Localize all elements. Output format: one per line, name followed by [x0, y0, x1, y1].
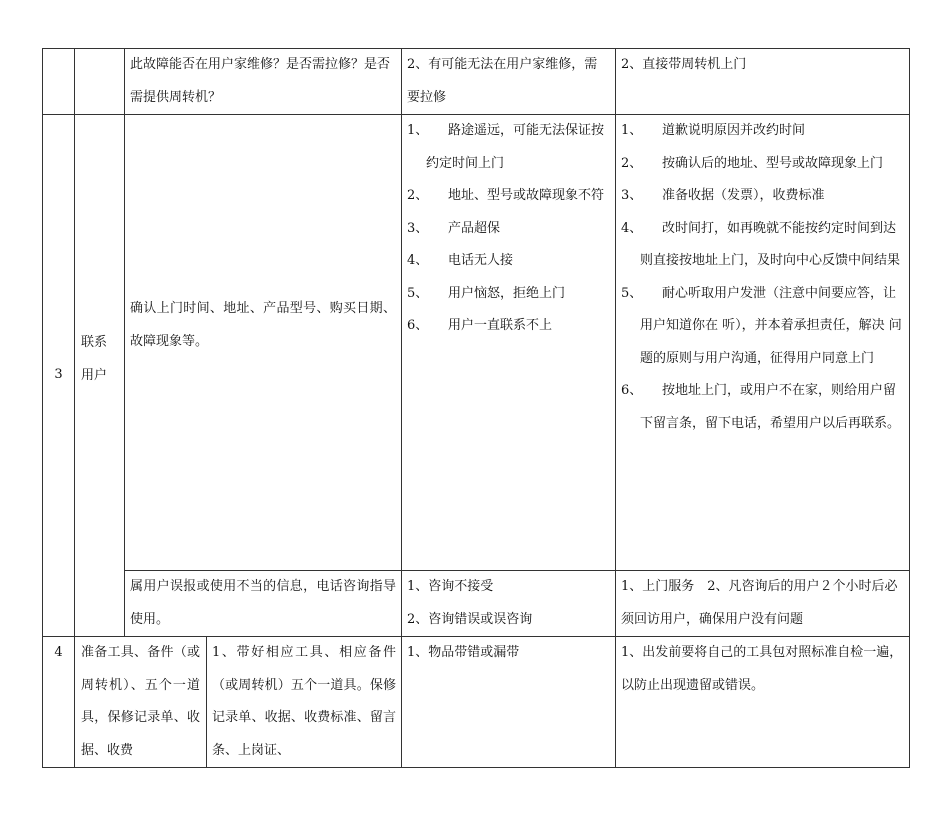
step-text: 属用户误报或使用不当的信息，电话咨询指导使用。 — [130, 579, 397, 627]
step-text: 此故障能否在用户家维修？是否需拉修？是否需提供周转机？ — [130, 57, 391, 105]
item-cell — [75, 115, 125, 637]
problem-text: 1、物品带错或漏带 — [407, 645, 520, 660]
list-item: 3、 产品超保 — [407, 220, 501, 236]
table-row — [43, 571, 910, 637]
list-item: 3、 准备收据（发票），收费标准 — [621, 188, 825, 203]
item-cell-empty — [75, 49, 125, 115]
problem-list — [407, 115, 610, 343]
item-text: 准备工具、备件（或周转机）、五个一道具，保修记录单、收据、收费 — [81, 645, 200, 758]
number-cell — [43, 637, 75, 768]
step-text: 确认上门时间、地址、产品型号、购买日期、故障现象等。 — [130, 301, 397, 349]
step-cell — [207, 637, 402, 768]
row-number: 4 — [54, 645, 63, 660]
problem-cell — [402, 115, 616, 571]
solution-text: 1、出发前要将自己的工具包对照标准自检一遍，以防止出现遗留或错误。 — [621, 645, 903, 693]
list-item: 2、咨询错误或误咨询 — [407, 611, 533, 627]
solution-list — [621, 115, 904, 440]
solution-cell — [616, 571, 910, 637]
list-item: 6、 用户一直联系不上 — [407, 318, 553, 333]
list-item: 6、 按地址上门，或用户不在家，则给用户留下留言条，留下电话，希望用户以后再联系。 — [621, 383, 901, 431]
number-cell-empty — [43, 49, 75, 115]
list-item: 5、 耐心听取用户发泄（注意中间要应答，让用户知道你在 听），并本着承担责任，解决 问题的原则与用户沟通，征得用户同意上门 — [621, 285, 902, 366]
problem-cell — [402, 571, 616, 637]
table-row — [43, 637, 910, 768]
list-item: 1、咨询不接受 — [407, 579, 494, 594]
list-item: 4、 改时间打，如再晚就不能按约定时间到达则直接按地址上门，及时向中心反馈中间结果 — [621, 220, 901, 268]
item-text: 联系用户 — [81, 335, 108, 383]
solution-text: 2、直接带周转机上门 — [621, 57, 747, 72]
table-row — [43, 115, 910, 571]
step-cell — [125, 49, 402, 115]
problem-cell — [402, 637, 616, 768]
step-text: 1、带好相应工具、相应备件（或周转机）五个一道具。保修记录单、收据、收费标准、留言条、上岗证、 — [212, 645, 397, 758]
solution-cell — [616, 637, 910, 768]
list-item: 5、 用户恼怒，拒绝上门 — [407, 285, 566, 301]
number-cell — [43, 115, 75, 637]
list-item: 1、 路途遥远，可能无法保证按约定时间上门 — [407, 123, 605, 171]
list-item: 2、 地址、型号或故障现象不符 — [407, 188, 605, 203]
item-cell — [75, 637, 207, 768]
list-item: 4、 电话无人接 — [407, 253, 514, 268]
step-cell — [125, 115, 402, 571]
solution-cell — [616, 115, 910, 571]
problem-text: 2、有可能无法在用户家维修，需要拉修 — [407, 57, 598, 105]
step-cell — [125, 571, 402, 637]
list-item: 1、 道歉说明原因并改约时间 — [621, 123, 806, 138]
solution-cell — [616, 49, 910, 115]
problem-cell — [402, 49, 616, 115]
row-number: 3 — [54, 367, 63, 383]
solution-text: 1、上门服务 2、凡咨询后的用户２个小时后必须回访用户，确保用户没有问题 — [621, 579, 898, 627]
service-procedure-table — [42, 48, 910, 768]
list-item: 2、 按确认后的地址、型号或故障现象上门 — [621, 155, 884, 171]
table-row — [43, 49, 910, 115]
